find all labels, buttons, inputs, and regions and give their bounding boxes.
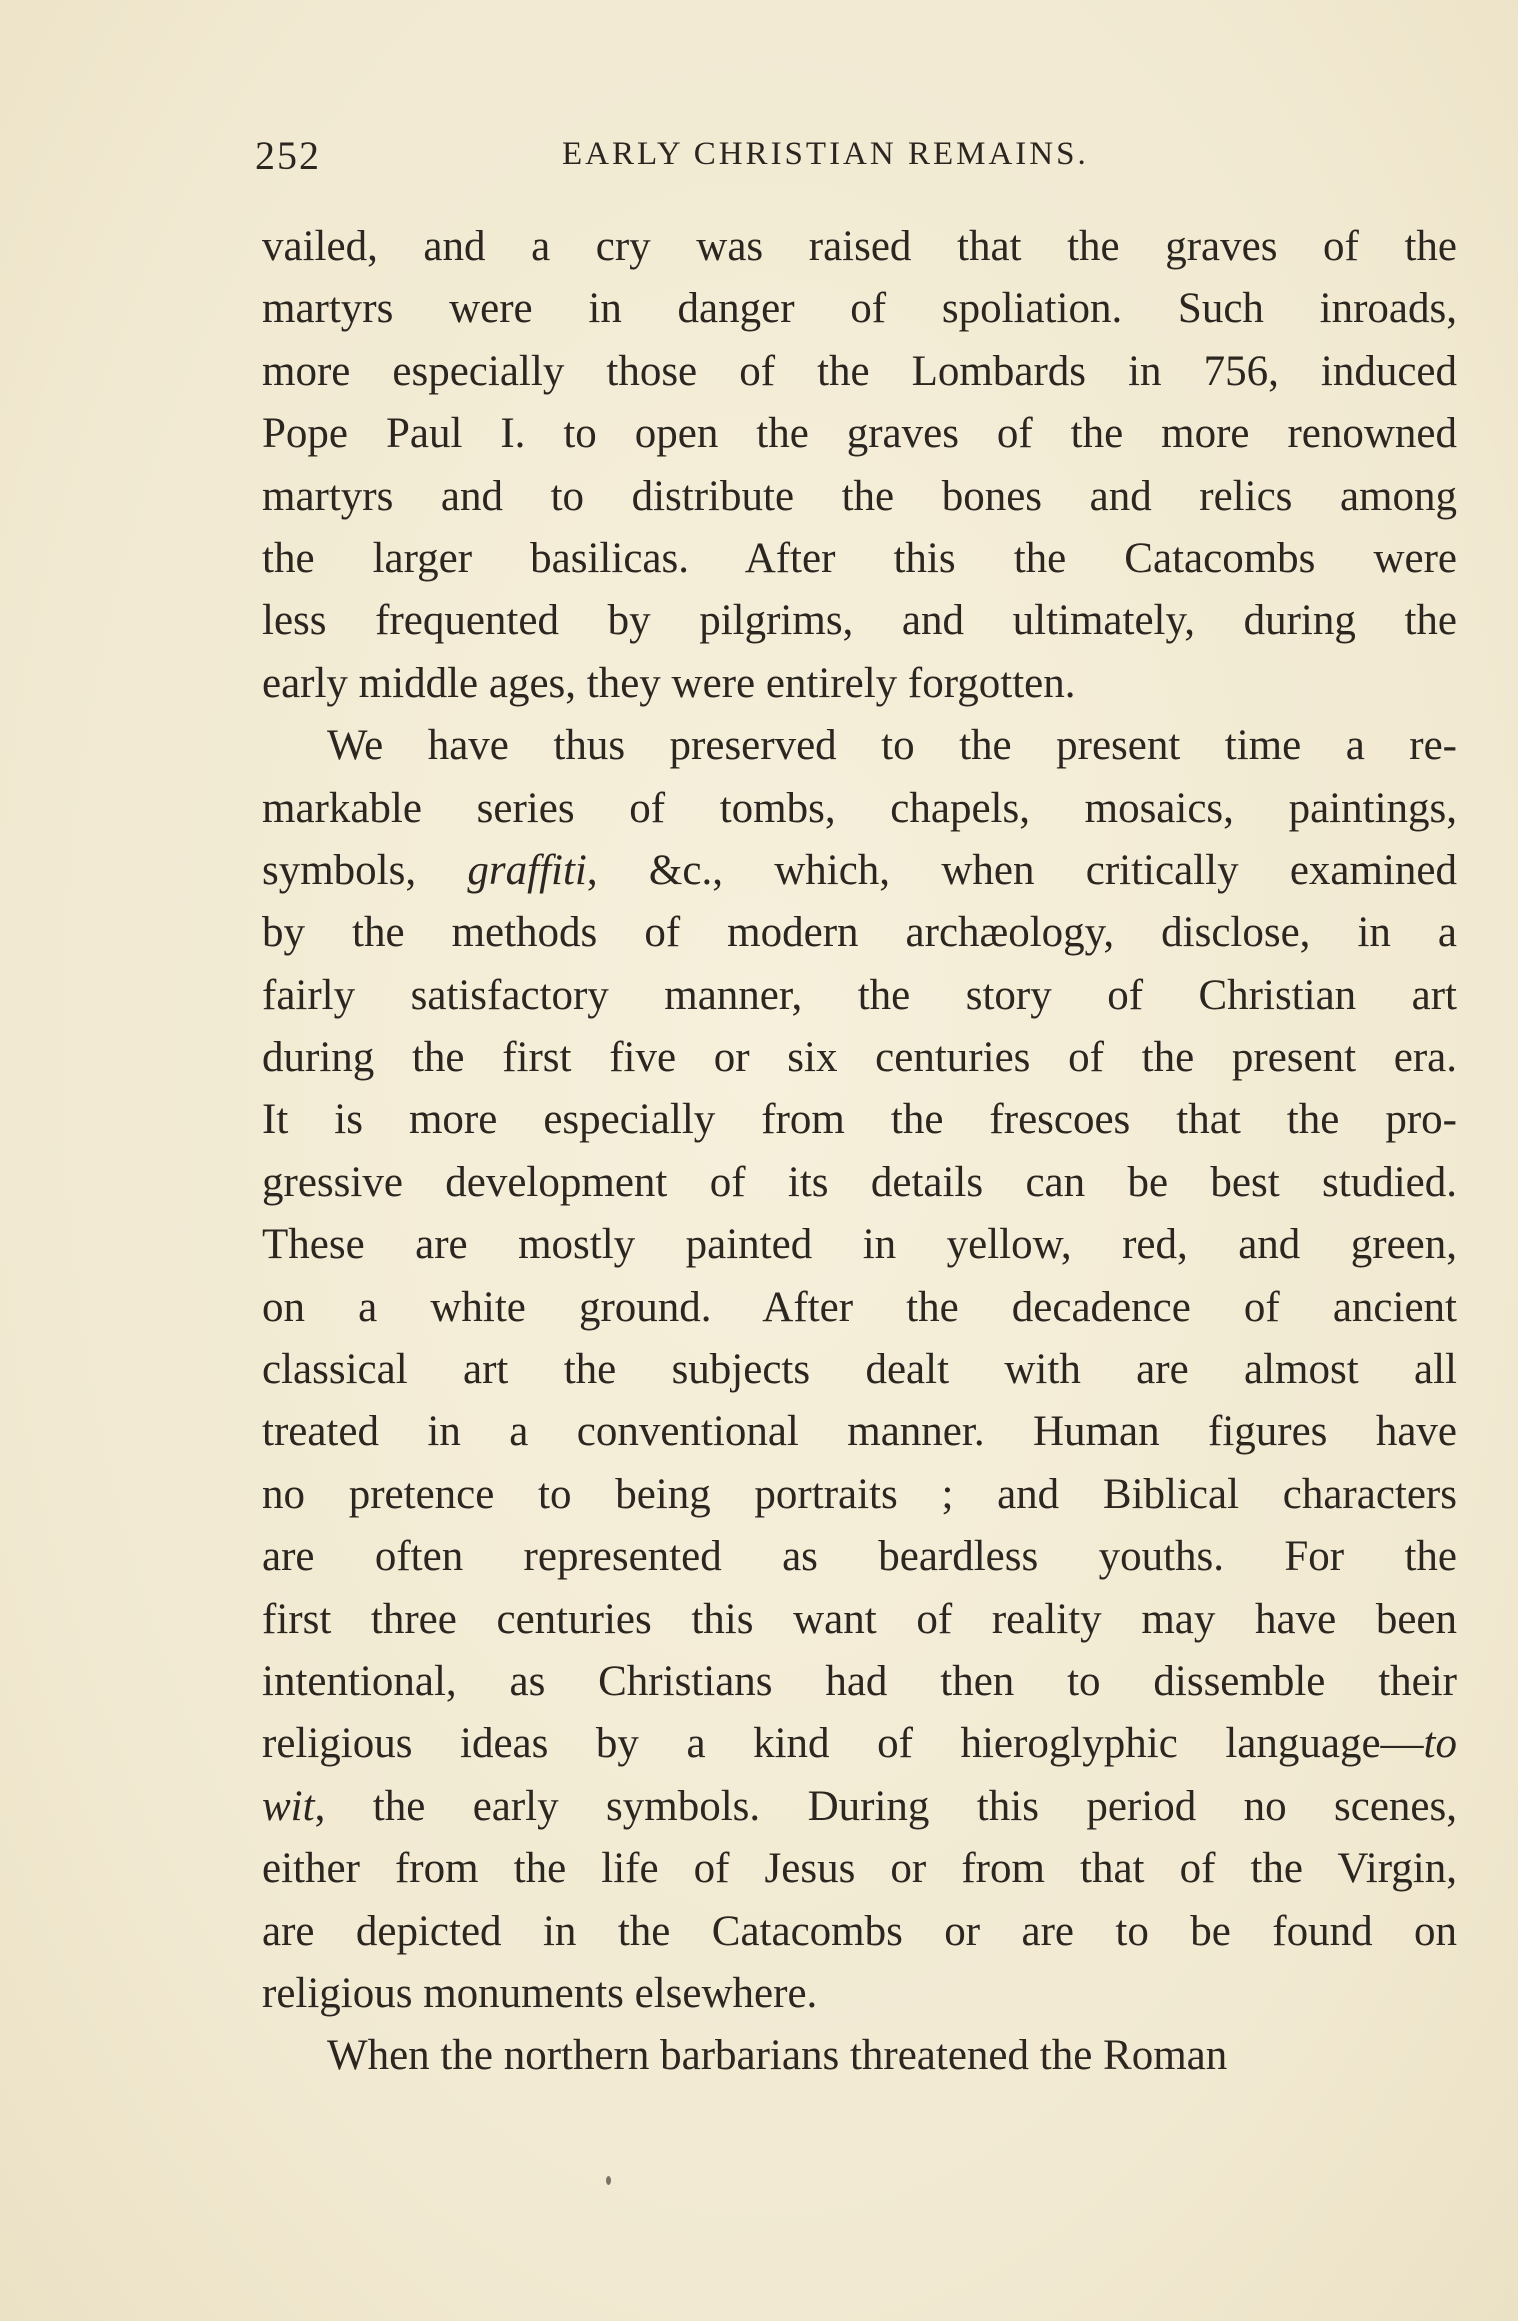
text-line: less frequented by pilgrims, and ultimately, during the — [262, 597, 1457, 645]
italic-text-run: to — [1423, 1720, 1457, 1768]
text-line: These are mostly painted in yellow, red, and green, — [262, 1221, 1457, 1269]
text-line: no pretence to being portraits ; and Biblical characters — [262, 1470, 1457, 1518]
text-line: by the methods of modern archæology, disclose, in a — [262, 909, 1457, 957]
text-line: are depicted in the Catacombs or are to be found on — [262, 1907, 1457, 1955]
text-line: When the northern barbarians threatened the Roman — [327, 2032, 1228, 2080]
ink-speck — [606, 2176, 611, 2185]
text-line: are often represented as beardless youths. For the — [262, 1533, 1457, 1581]
italic-text-run: graffiti — [467, 846, 587, 894]
text-line: It is more especially from the frescoes that the pro- — [262, 1096, 1457, 1144]
text-line: during the first five or six centuries of the present era. — [262, 1034, 1457, 1082]
text-line: fairly satisfactory manner, the story of Christian art — [262, 971, 1457, 1019]
text-line: classical art the subjects dealt with are almost all — [262, 1346, 1457, 1394]
text-run: symbols, — [262, 846, 468, 894]
text-line: martyrs and to distribute the bones and relics among — [262, 472, 1457, 520]
text-line — [262, 1776, 1457, 1838]
page-number: 252 — [255, 133, 321, 178]
text-line — [262, 840, 1457, 902]
text-line: treated in a conventional manner. Human figures have — [262, 1408, 1457, 1456]
text-run: religious ideas by a kind of hieroglyphic language— — [262, 1720, 1424, 1768]
italic-text-run: wit — [262, 1782, 315, 1830]
text-line — [262, 1713, 1457, 1775]
text-run: , the early symbols. During this period no scenes, — [314, 1782, 1457, 1830]
text-line: martyrs were in danger of spoliation. Such inroads, — [262, 285, 1457, 333]
text-line: intentional, as Christians had then to dissemble their — [262, 1657, 1457, 1705]
text-line: markable series of tombs, chapels, mosaics, paintings, — [262, 784, 1457, 832]
text-line: Pope Paul I. to open the graves of the more renowned — [262, 410, 1457, 458]
text-line: first three centuries this want of reality may have been — [262, 1595, 1457, 1643]
text-line: We have thus preserved to the present time a re- — [327, 722, 1457, 770]
body-text — [262, 216, 1457, 2088]
text-line: on a white ground. After the decadence of ancient — [262, 1283, 1457, 1331]
page-header — [255, 132, 1465, 192]
text-line: religious monuments elsewhere. — [262, 1969, 818, 2017]
text-line: gressive development of its details can be best studied. — [262, 1158, 1457, 1206]
text-run: , &c., which, when critically examined — [586, 846, 1457, 894]
text-line: early middle ages, they were entirely forgotten. — [262, 659, 1076, 707]
text-line: more especially those of the Lombards in 756, induced — [262, 347, 1457, 395]
text-line: the larger basilicas. After this the Catacombs were — [262, 534, 1457, 582]
text-line: vailed, and a cry was raised that the graves of the — [262, 223, 1457, 270]
running-head: EARLY CHRISTIAN REMAINS. — [562, 136, 1089, 172]
text-line: either from the life of Jesus or from that of the Virgin, — [262, 1845, 1457, 1893]
